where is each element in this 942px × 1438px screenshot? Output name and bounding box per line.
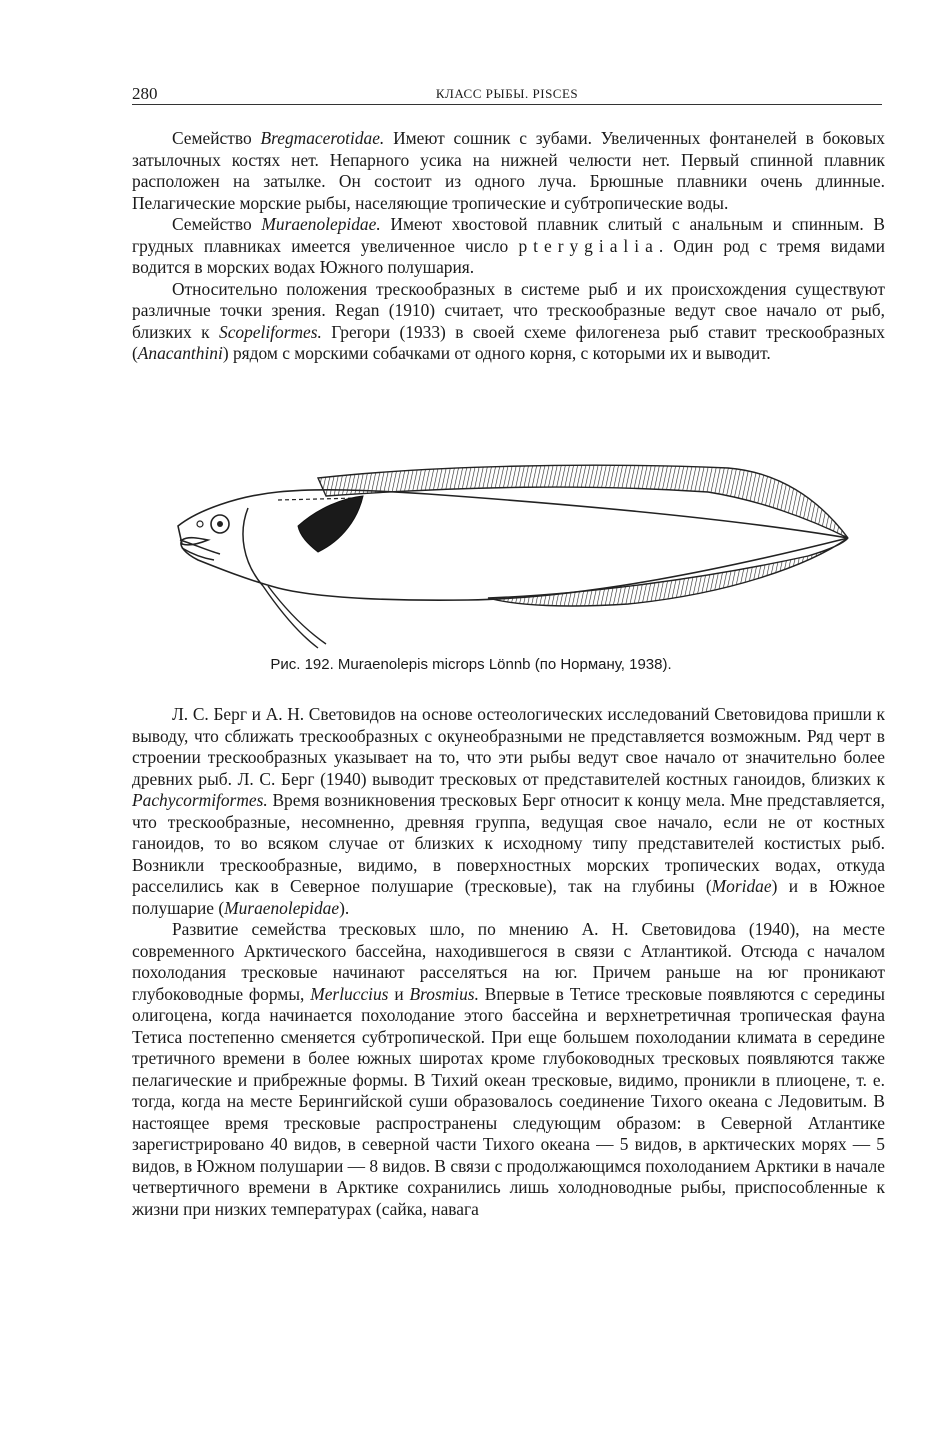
text-run: Имеют сошник с зубами. Увеличенных фонтанелей в боковых затылочных костях нет. Непарного усика на нижней челюсти нет. Первый спинной плавник расположен на затылке. Он состоит из одного луча. Брюшные плавники очень длинные. Пелагические морские рыбы, населяющие тропические и субтропические воды. <box>132 128 885 213</box>
paragraph-berg-svetovidov <box>132 704 885 919</box>
taxon-name: Moridae <box>711 876 772 896</box>
paragraph-bregmacerotidae <box>132 128 885 214</box>
text-run: Семейство <box>172 128 261 148</box>
taxon-name: Muraenolepidae. <box>261 214 381 234</box>
body-outline <box>178 490 848 600</box>
text-run: Л. С. Берг и А. Н. Световидов на основе остеологических исследований Световидова пришли к выводу, что сближать трескообразных с окунеобразными не представляется возможным. Ряд черт в строении трескообразных указывает на то, что эти рыбы ведут свое начало от значительно более древних рыб. Л. С. Берг (1940) выводит тресковых от представителей костных ганоидов, близких к <box>132 704 885 789</box>
spaced-term: pterygialia <box>518 235 659 256</box>
text-run: Развитие семейства тресковых шло, по мнению А. Н. Световидова (1940), на месте современного Арктического бассейна, находившегося в связи с Атлантикой. Отсюда с началом похолодания тресковые начинают расселяться на юг. Причем раньше на юг проникают глубоководные формы, <box>132 919 885 1004</box>
taxon-name: Brosmius. <box>409 983 479 1004</box>
taxon-name: Anacanthini <box>137 343 223 363</box>
text-run: Семейство <box>172 214 262 234</box>
text-run: ) рядом с морскими собачками от одного корня, с которыми их и выводит. <box>222 343 771 363</box>
fish-illustration <box>168 448 908 658</box>
taxon-name: Pachycormiformes. <box>132 790 268 810</box>
header-rule <box>132 104 882 105</box>
pupil <box>217 521 223 527</box>
running-head <box>132 84 882 106</box>
bottom-text-block <box>132 704 885 1220</box>
page-number: 280 <box>132 84 158 103</box>
text-run: Впервые в Тетисе тресковые появляются с середины олигоцена, когда начинается похолодание этого бассейна и верхнетретичная тропическая фауна Тетиса постепенно сменяется субтропической. При еще большем похолодании климата в середине третичного времени в более южных широтах кроме глубоководных тресковых появляются также пелагические и прибрежные формы. В Тихий океан тресковые, видимо, проникли в плиоцене, т. е. тогда, когда на месте Берингийской суши образовалось соединение Тихого океана с Ледовитым. В настоящее время тресковые распространены следующим образом: в Северной Атлантике зарегистрировано 40 видов, в северной части Тихого океана — 5 видов, в арктических морях — 5 видов, в Южном полушарии — 8 видов. В связи с продолжающимся похолоданием Арктики в начале четвертичного времени в Арктике сохранились лишь холодноводные рыбы, приспособленные к жизни при низких температурах (сайка, навага <box>132 983 885 1219</box>
running-title: КЛАСС РЫБЫ. PISCES <box>435 86 579 101</box>
paragraph-muraenolepidae <box>132 214 885 279</box>
text-run: Имеют хвостовой плавник слитый с анальным и спинным. В грудных плавниках имеется увеличенное число <box>132 214 886 256</box>
top-text-block <box>132 128 885 365</box>
nostril <box>197 521 203 527</box>
text-run: ). <box>339 897 350 918</box>
text-run: и <box>388 983 410 1004</box>
text-run: ) и в Южное полушарие ( <box>132 876 885 918</box>
text-run: Грегори (1933) в своей схеме филогенеза рыб ставит трескообразных ( <box>132 321 885 363</box>
figure-caption: Рис. 192. Muraenolepis microps Lönnb (по Норману, 1938). <box>270 656 672 673</box>
taxon-name: Bregmacerotidae. <box>260 128 385 148</box>
paragraph-gadidae-distribution <box>132 919 885 1220</box>
taxon-name: Muraenolepidae <box>224 897 340 918</box>
text-run: Время возникновения тресковых Берг относит к концу мела. Мне представляется, что трескообразные, несомненно, древняя группа, ведущая свое начало, если не от костных ганоидов, то во всяком случае от близких к исходному типу представителей костистых рыб. Возникли трескообразные, видимо, в поверхностных морских тропических водах, откуда расселились как в Северное полушарие (тресковые), так на глубины ( <box>132 790 885 896</box>
text-run: Относительно положения трескообразных в системе рыб и их происхождения существуют различные точки зрения. Regan (1910) считает, что трескообразные ведут свое начало от рыб, близких к <box>132 278 885 342</box>
gill-cover <box>243 508 263 586</box>
taxon-name: Scopeliformes. <box>219 321 322 342</box>
paragraph-origin-views <box>132 279 885 365</box>
pectoral-fin <box>298 496 363 552</box>
taxon-name: Merluccius <box>310 983 389 1004</box>
text-run: . Один род с тремя видами водится в морских водах Южного полушария. <box>132 235 885 277</box>
